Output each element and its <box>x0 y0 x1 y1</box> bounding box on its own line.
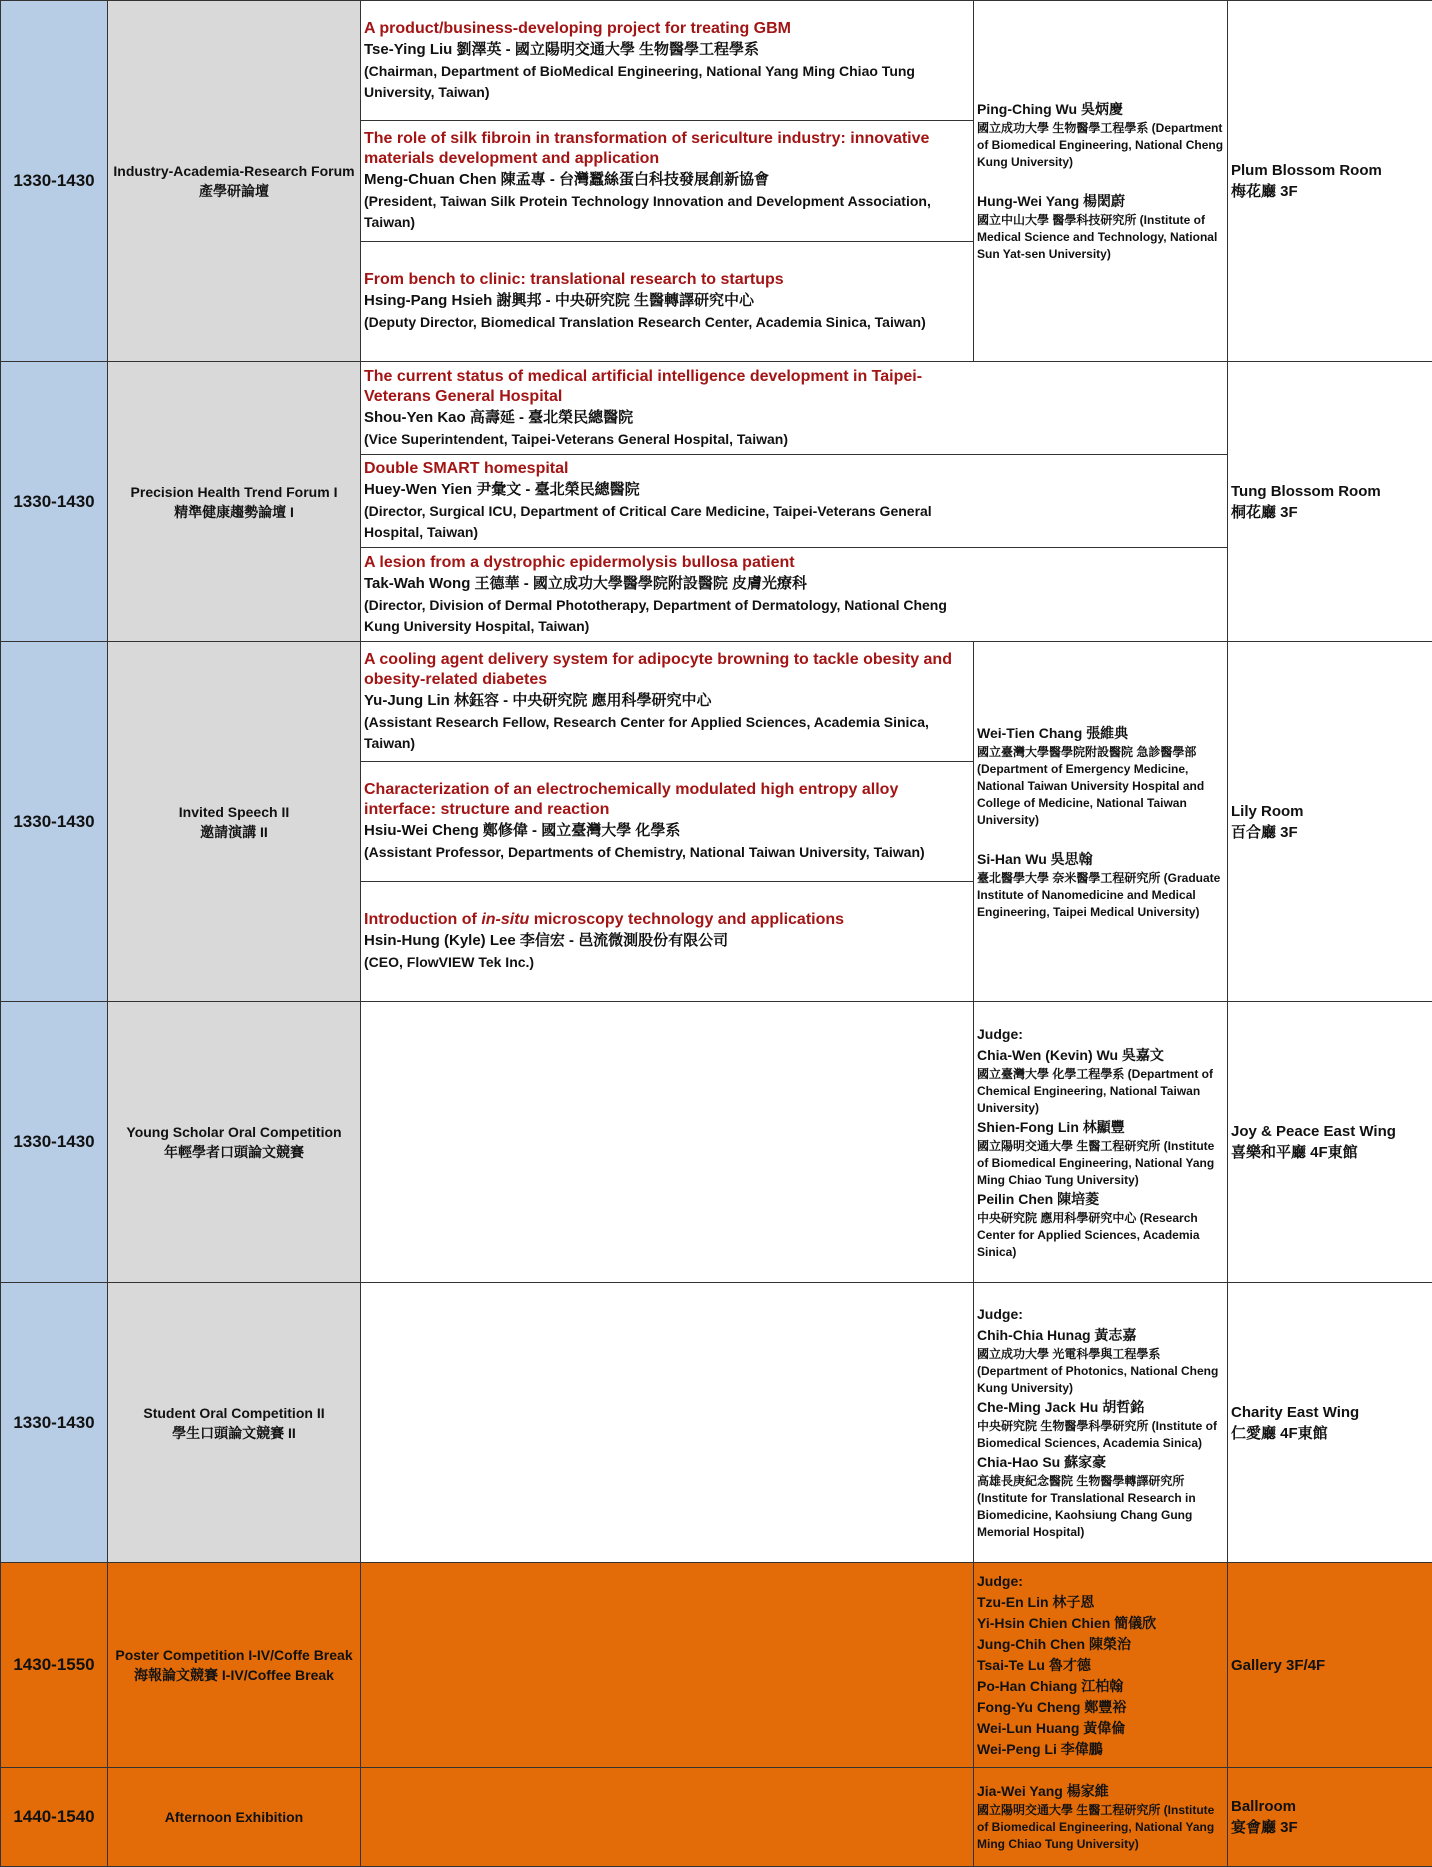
talk-affiliation: (President, Taiwan Silk Protein Technology Innovation and Development Association, Taiwan) <box>364 193 931 230</box>
session-name <box>108 1768 361 1867</box>
judge-name: Chih-Chia Hunag 黃志嘉 <box>977 1327 1137 1343</box>
session-name-en: Invited Speech II <box>178 803 290 820</box>
session-name-en: Industry-Academia-Research Forum <box>113 163 355 179</box>
session-name-zh: 海報論文競賽 I-IV/Coffee Break <box>134 1667 334 1683</box>
judge-label: Judge: <box>977 1306 1023 1322</box>
judge-label: Judge: <box>977 1572 1023 1589</box>
session-name-en: Afternoon Exhibition <box>164 1809 304 1825</box>
session-name <box>108 642 361 1002</box>
talk-title: Characterization of an electrochemically modulated high entropy alloy interface: structure and reaction <box>364 781 899 818</box>
talk-affiliation: (Assistant Professor, Departments of Chemistry, National Taiwan University, Taiwan) <box>364 844 925 860</box>
talk-speaker: Hsing-Pang Hsieh 謝興邦 - 中央研究院 生醫轉譯研究中心 <box>364 292 755 309</box>
judge-name: Po-Han Chiang 江柏翰 <box>977 1677 1124 1694</box>
judge-label: Judge: <box>977 1025 1023 1042</box>
room-cell <box>1228 642 1432 1002</box>
session-name-zh: 學生口頭論文競賽 II <box>172 1424 296 1441</box>
talk-item <box>361 362 1227 455</box>
schedule-row <box>1 1 1432 362</box>
talk-item <box>361 548 1227 641</box>
session-name <box>108 1002 361 1283</box>
room-name-en: Tung Blossom Room <box>1231 482 1381 500</box>
talk-item <box>361 882 973 1001</box>
room-cell <box>1228 1768 1432 1867</box>
time-slot: 1330-1430 <box>1 1283 108 1563</box>
room-name-zh: 梅花廳 3F <box>1231 183 1298 200</box>
talk-affiliation: (Vice Superintendent, Taipei-Veterans General Hospital, Taiwan) <box>364 430 788 447</box>
schedule-row <box>1 1563 1432 1768</box>
moderator-affiliation: 國立成功大學 生物醫學工程學系 (Department of Biomedical Engineering, National Cheng Kung University) <box>977 121 1224 169</box>
talk-speaker: Huey-Wen Yien 尹彙文 - 臺北榮民總醫院 <box>364 481 640 498</box>
room-name-en: Lily Room <box>1231 802 1304 820</box>
session-name-zh: 年輕學者口頭論文競賽 <box>164 1144 304 1160</box>
talk-title: From bench to clinic: translational research to startups <box>364 271 784 288</box>
judge-name: Chia-Wen (Kevin) Wu 吳嘉文 <box>977 1046 1164 1063</box>
room-name-zh: 百合廳 3F <box>1231 823 1298 841</box>
empty-talk-cell <box>361 1283 974 1563</box>
moderator-name: Wei-Tien Chang 張維典 <box>977 724 1129 741</box>
judge-affiliation: 中央研究院 生物醫學科學研究所 (Institute of Biomedical Sciences, Academia Sinica) <box>977 1419 1217 1450</box>
talk-affiliation: (Director, Surgical ICU, Department of Critical Care Medicine, Taipei-Veterans General Hospital, Taiwan) <box>364 503 932 540</box>
room-name-en: Charity East Wing <box>1231 1403 1360 1421</box>
talk-item <box>361 642 973 762</box>
moderator-cell <box>974 642 1228 1002</box>
room-cell <box>1228 1563 1432 1768</box>
judge-name: Yi-Hsin Chien Chien 簡儀欣 <box>977 1614 1157 1631</box>
room-name-zh: 喜樂和平廳 4F東館 <box>1231 1144 1358 1161</box>
moderator-cell <box>974 1 1228 362</box>
talk-speaker: Shou-Yen Kao 高壽延 - 臺北榮民總醫院 <box>364 408 634 426</box>
session-name <box>108 1563 361 1768</box>
talk-affiliation: (Deputy Director, Biomedical Translation Research Center, Academia Sinica, Taiwan) <box>364 314 926 330</box>
room-name-en: Plum Blossom Room <box>1231 162 1382 179</box>
session-name <box>108 1 361 362</box>
room-cell <box>1228 1002 1432 1283</box>
judge-name: Che-Ming Jack Hu 胡哲銘 <box>977 1399 1145 1415</box>
talk-item <box>361 121 973 242</box>
schedule-row <box>1 642 1432 1002</box>
talk-title: Double SMART homespital <box>364 460 569 477</box>
talk-affiliation: (CEO, FlowVIEW Tek Inc.) <box>364 954 535 970</box>
time-slot: 1330-1430 <box>1 642 108 1002</box>
judge-name: Wei-Lun Huang 黃偉倫 <box>977 1719 1126 1736</box>
judge-name: Shien-Fong Lin 林顯豐 <box>977 1118 1125 1135</box>
session-name-zh: 產學研論壇 <box>199 183 269 199</box>
talk-speaker: Tak-Wah Wong 王德華 - 國立成功大學醫學院附設醫院 皮膚光療科 <box>364 574 808 592</box>
talk-affiliation: (Assistant Research Fellow, Research Center for Applied Sciences, Academia Sinica, Taiwan) <box>364 713 929 751</box>
session-name-zh: 精準健康趨勢論壇 I <box>174 503 294 520</box>
room-name-zh: 宴會廳 3F <box>1231 1819 1298 1836</box>
room-name-en: Ballroom <box>1231 1798 1297 1815</box>
talk-title: A product/business-developing project for treating GBM <box>364 19 791 37</box>
judge-name: Chia-Hao Su 蘇家豪 <box>977 1454 1107 1470</box>
judge-cell <box>974 1283 1228 1563</box>
talk-item <box>361 242 973 361</box>
talk-item <box>361 762 973 882</box>
session-name-en: Precision Health Trend Forum I <box>130 483 338 500</box>
session-name-zh: 邀請演講 II <box>200 823 268 840</box>
talk-title: A lesion from a dystrophic epidermolysis bullosa patient <box>364 553 795 571</box>
schedule-row <box>1 1283 1432 1563</box>
room-name-en: Joy & Peace East Wing <box>1231 1123 1396 1140</box>
talk-affiliation: (Chairman, Department of BioMedical Engineering, National Yang Ming Chiao Tung University, Taiwan) <box>364 62 915 100</box>
judge-name: Tsai-Te Lu 魯才德 <box>977 1656 1091 1673</box>
judge-name: Tzu-En Lin 林子恩 <box>977 1593 1095 1610</box>
room-cell <box>1228 1 1432 362</box>
talk-title: Introduction of in-situ microscopy technology and applications <box>364 911 845 928</box>
time-slot: 1440-1540 <box>1 1768 108 1867</box>
time-slot: 1330-1430 <box>1 1002 108 1283</box>
judge-name: Jung-Chih Chen 陳榮治 <box>977 1635 1131 1652</box>
talk-title: The role of silk fibroin in transformation of sericulture industry: innovative materials development and application <box>364 130 930 167</box>
session-name <box>108 1283 361 1563</box>
talk-affiliation: (Director, Division of Dermal Phototherapy, Department of Dermatology, National Cheng Kung University Hospital, Taiwan) <box>364 596 947 634</box>
judge-cell <box>974 1563 1228 1768</box>
talk-title: A cooling agent delivery system for adipocyte browning to tackle obesity and obesity-related diabetes <box>364 650 952 688</box>
talk-speaker: Hsin-Hung (Kyle) Lee 李信宏 - 邑流微測股份有限公司 <box>364 932 729 949</box>
moderator-name: Jia-Wei Yang 楊家維 <box>977 1783 1109 1799</box>
judge-affiliation: 高雄長庚紀念醫院 生物醫學轉譯研究所 (Institute for Translational Research in Biomedicine, Kaohsiung Chang Gung Memorial Hospital) <box>977 1474 1196 1539</box>
room-name-en: Gallery 3F/4F <box>1231 1656 1326 1674</box>
moderator-affiliation: 臺北醫學大學 奈米醫學工程研究所 (Graduate Institute of Nanomedicine and Medical Engineering, Taipei Medical University) <box>977 870 1221 919</box>
session-name-en: Student Oral Competition II <box>143 1404 325 1421</box>
talk-title: The current status of medical artificial intelligence development in Taipei-Veterans General Hospital <box>364 367 923 405</box>
judge-affiliation: 中央研究院 應用科學研究中心 (Research Center for Applied Sciences, Academia Sinica) <box>977 1210 1200 1259</box>
session-name <box>108 362 361 642</box>
talk-list <box>361 1 974 362</box>
talk-item <box>361 455 1227 548</box>
talk-speaker: Hsiu-Wei Cheng 鄭修偉 - 國立臺灣大學 化學系 <box>364 822 681 839</box>
session-name-en: Young Scholar Oral Competition <box>126 1124 342 1140</box>
time-slot: 1430-1550 <box>1 1563 108 1768</box>
schedule-row <box>1 362 1432 642</box>
judge-affiliation: 國立陽明交通大學 生醫工程研究所 (Institute of Biomedical Engineering, National Yang Ming Chiao Tung University) <box>977 1138 1215 1187</box>
room-name-zh: 仁愛廳 4F東館 <box>1231 1424 1328 1442</box>
talk-speaker: Yu-Jung Lin 林鈺容 - 中央研究院 應用科學研究中心 <box>364 691 712 709</box>
room-cell <box>1228 1283 1432 1563</box>
empty-talk-cell <box>361 1002 974 1283</box>
talk-item <box>361 1 973 121</box>
judge-name: Fong-Yu Cheng 鄭豐裕 <box>977 1698 1127 1715</box>
moderator-cell <box>974 1768 1228 1867</box>
time-slot: 1330-1430 <box>1 1 108 362</box>
moderator-name: Ping-Ching Wu 吳炳慶 <box>977 101 1123 117</box>
talk-speaker: Tse-Ying Liu 劉澤英 - 國立陽明交通大學 生物醫學工程學系 <box>364 40 759 58</box>
judge-affiliation: 國立成功大學 光電科學與工程學系 (Department of Photonics, National Cheng Kung University) <box>977 1347 1219 1395</box>
moderator-affiliation: 國立陽明交通大學 生醫工程研究所 (Institute of Biomedical Engineering, National Yang Ming Chiao Tung University) <box>977 1803 1215 1851</box>
schedule-row <box>1 1768 1432 1867</box>
moderator-affiliation: 國立中山大學 醫學科技研究所 (Institute of Medical Science and Technology, National Sun Yat-sen University) <box>977 213 1218 261</box>
talk-list <box>361 642 974 1002</box>
empty-talk-cell <box>361 1563 974 1768</box>
talk-speaker: Meng-Chuan Chen 陳孟專 - 台灣蠶絲蛋白科技發展創新協會 <box>364 171 769 188</box>
judge-name: Peilin Chen 陳培菱 <box>977 1190 1100 1207</box>
moderator-name: Hung-Wei Yang 楊閎蔚 <box>977 193 1126 209</box>
judge-name: Wei-Peng Li 李偉鵬 <box>977 1740 1103 1757</box>
room-cell <box>1228 362 1432 642</box>
moderator-affiliation: 國立臺灣大學醫學院附設醫院 急診醫學部 (Department of Emergency Medicine, National Taiwan University Hospital and College of Medicine, National Taiwan University) <box>977 744 1205 827</box>
judge-cell <box>974 1002 1228 1283</box>
schedule-row <box>1 1002 1432 1283</box>
time-slot: 1330-1430 <box>1 362 108 642</box>
judge-affiliation: 國立臺灣大學 化學工程學系 (Department of Chemical Engineering, National Taiwan University) <box>977 1066 1214 1115</box>
talk-list <box>361 362 1228 642</box>
empty-talk-cell <box>361 1768 974 1867</box>
session-name-en: Poster Competition I-IV/Coffe Break <box>115 1647 353 1663</box>
moderator-name: Si-Han Wu 吳思翰 <box>977 850 1093 867</box>
room-name-zh: 桐花廳 3F <box>1231 503 1298 521</box>
